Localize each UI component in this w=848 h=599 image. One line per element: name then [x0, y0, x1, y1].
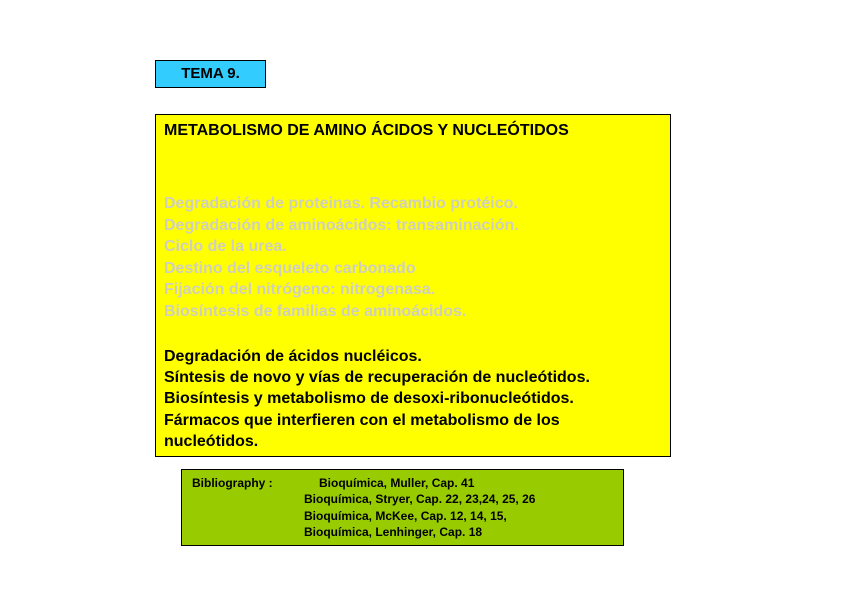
bibliography-reference: Bioquímica, McKee, Cap. 12, 14, 15,	[304, 508, 507, 523]
greyed-topic-item: Fijación del nitrógeno: nitrogenasa.	[164, 281, 436, 299]
bibliography-reference: Bioquímica, Lenhinger, Cap. 18	[304, 524, 483, 539]
greyed-topic-item: Degradación de aminoácidos: transaminación.	[164, 216, 519, 234]
highlighted-topic-item: Biosíntesis y metabolismo de desoxi-ribonucleótidos.	[164, 390, 574, 408]
highlighted-topic-item: Síntesis de novo y vías de recuperación de nucleótidos.	[164, 368, 590, 386]
topic-number-label: TEMA 9.	[155, 60, 266, 88]
bibliography-reference: Bioquímica, Muller, Cap. 41	[319, 476, 475, 490]
greyed-topic-item: Degradación de proteinas. Recambio protéico.	[164, 195, 518, 212]
topic-content-box	[155, 114, 671, 457]
bibliography-label: Bibliography :	[192, 476, 273, 490]
greyed-topic-item: Destino del esqueleto carbonado	[164, 259, 416, 277]
highlighted-topic-item: Degradación de ácidos nucléicos.	[164, 347, 422, 365]
highlighted-topic-item: Fármacos que interfieren con el metabolismo de los	[164, 411, 560, 429]
bibliography-box	[181, 469, 624, 546]
bibliography-row	[192, 491, 623, 507]
bibliography-row	[192, 508, 623, 524]
highlighted-topic-item: nucleótidos.	[164, 433, 259, 451]
topic-title: METABOLISMO DE AMINO ÁCIDOS Y NUCLEÓTIDOS	[164, 122, 569, 139]
bibliography-reference: Bioquímica, Stryer, Cap. 22, 23,24, 25, 26	[304, 492, 536, 507]
bibliography-row	[192, 475, 623, 491]
greyed-topic-item: Biosíntesis de familias de aminoácidos.	[164, 302, 467, 320]
greyed-topics-list	[164, 193, 670, 323]
bibliography-row	[192, 524, 623, 540]
highlighted-topics-list	[164, 346, 670, 453]
greyed-topic-item: Ciclo de la urea.	[164, 238, 287, 256]
